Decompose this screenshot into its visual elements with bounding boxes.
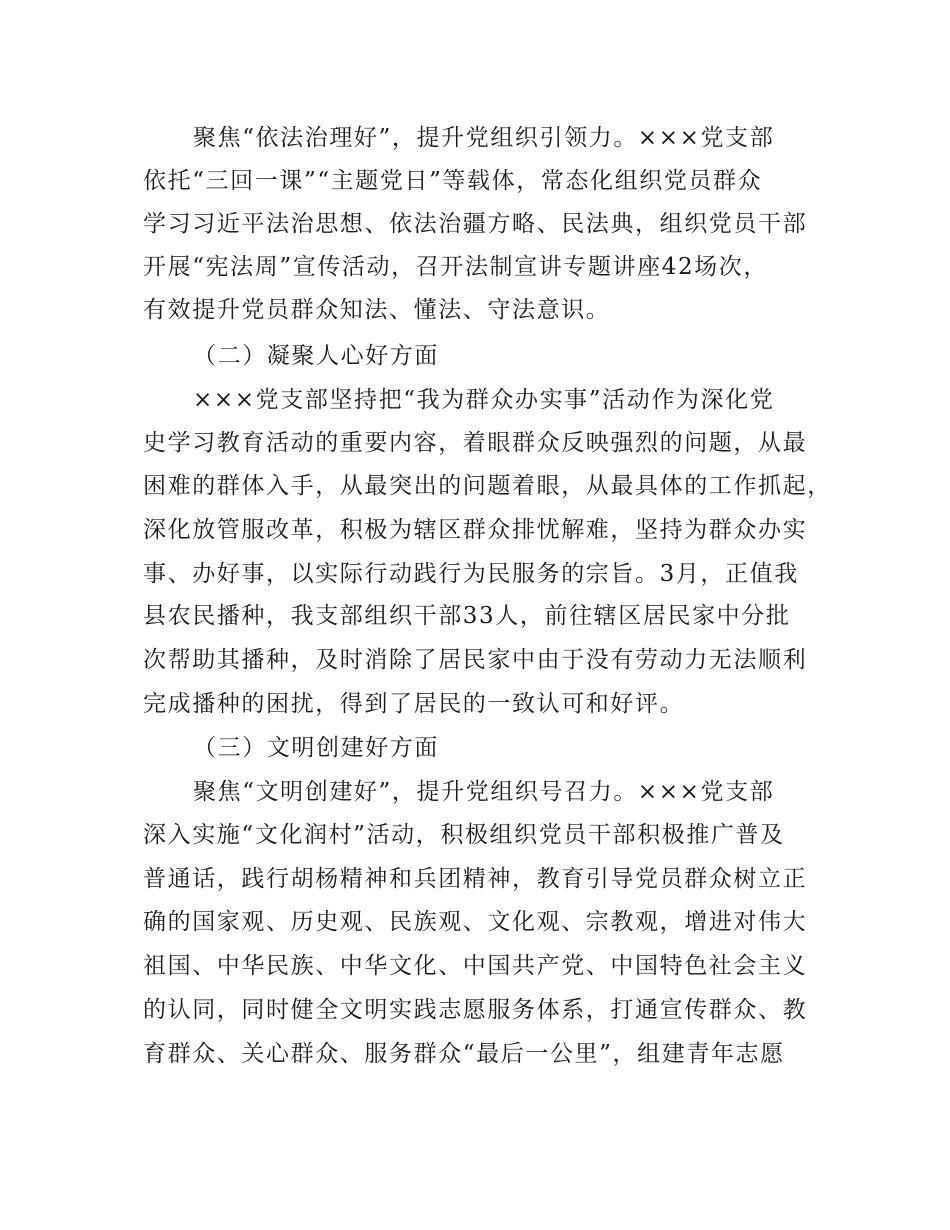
- paragraph-line: 聚焦“文明创建好”，提升党组织号召力。×××党支部: [193, 779, 775, 805]
- paragraph-line: 确的国家观、历史观、民族观、文化观、宗教观，增进对伟大: [143, 909, 808, 935]
- paragraph-line: 开展“宪法周”宣传活动，召开法制宣讲专题讲座42场次，: [143, 254, 768, 280]
- paragraph-line: 育群众、关心群众、服务群众“最后一公里”，组建青年志愿: [143, 1041, 785, 1067]
- section-heading: （三）文明创建好方面: [193, 735, 439, 761]
- paragraph-line: 县农民播种，我支部组织干部33人，前往辖区居民家中分批: [143, 603, 791, 629]
- paragraph-line: 困难的群体入手，从最突出的问题着眼，从最具体的工作抓起，: [143, 473, 832, 499]
- paragraph-line: 史学习教育活动的重要内容，着眼群众反映强烈的问题，从最: [143, 430, 808, 456]
- paragraph-line: 次帮助其播种，及时消除了居民家中由于没有劳动力无法顺利: [143, 647, 808, 673]
- paragraph-line: 深化放管服改革，积极为辖区群众排忧解难，坚持为群众办实: [143, 517, 808, 543]
- paragraph-line: 学习习近平法治思想、依法治疆方略、民法典，组织党员干部: [143, 211, 808, 237]
- paragraph-line: 祖国、中华民族、中华文化、中国共产党、中国特色社会主义: [143, 953, 808, 979]
- paragraph-line: 聚焦“依法治理好”，提升党组织引领力。×××党支部: [193, 125, 775, 151]
- paragraph-line: 普通话，践行胡杨精神和兵团精神，教育引导党员群众树立正: [143, 866, 808, 892]
- paragraph-line: 深入实施“文化润村”活动，积极组织党员干部积极推广普及: [143, 822, 785, 848]
- paragraph-line: ×××党支部坚持把“我为群众办实事”活动作为深化党: [193, 387, 775, 413]
- paragraph-line: 的认同，同时健全文明实践志愿服务体系，打通宣传群众、教: [143, 997, 808, 1023]
- paragraph-line: 事、办好事，以实际行动践行为民服务的宗旨。3月，正值我: [143, 561, 799, 587]
- paragraph-line: 有效提升党员群众知法、懂法、守法意识。: [143, 297, 611, 323]
- section-heading: （二）凝聚人心好方面: [193, 343, 439, 369]
- paragraph-line: 依托“三回一课”“主题党日”等载体，常态化组织党员群众: [143, 168, 763, 194]
- paragraph-line: 完成播种的困扰，得到了居民的一致认可和好评。: [143, 691, 685, 717]
